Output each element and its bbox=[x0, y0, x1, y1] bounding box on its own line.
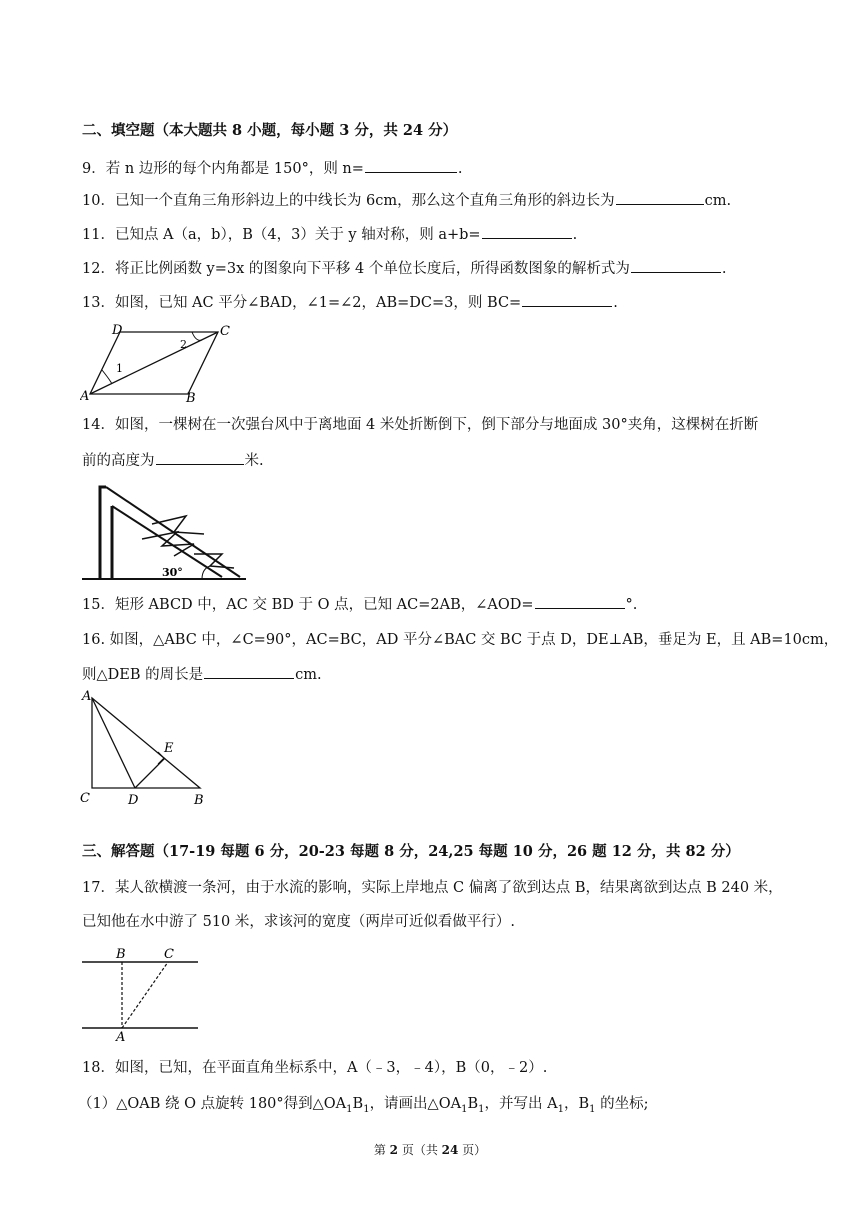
label-c: C bbox=[164, 947, 174, 962]
footer-post: 页） bbox=[458, 1143, 487, 1157]
page-total: 24 bbox=[441, 1143, 459, 1157]
diagonal-ac bbox=[90, 332, 218, 394]
question-16-line2 bbox=[82, 664, 322, 685]
q14-tree-figure bbox=[82, 484, 248, 584]
subscript-1: 1 bbox=[589, 1103, 596, 1115]
page-footer bbox=[0, 1141, 860, 1158]
subscript-1: 1 bbox=[478, 1103, 485, 1115]
branch-zigzag-1 bbox=[142, 532, 194, 556]
question-15 bbox=[82, 594, 637, 615]
section-3-heading: 三、解答题（17-19 每题 6 分，20-23 每题 8 分，24,25 每题 10 分，26 题 12 分，共 82 分） bbox=[82, 843, 740, 860]
fallen-part-top bbox=[106, 487, 240, 577]
segment-ad bbox=[92, 698, 135, 788]
angle-1-arc bbox=[102, 370, 112, 384]
q9-text: 9．若 n 边形的每个内角都是 150°，则 n= bbox=[82, 161, 364, 177]
section-2-heading: 二、填空题（本大题共 8 小题，每小题 3 分，共 24 分） bbox=[82, 122, 458, 139]
question-14-line2 bbox=[82, 450, 264, 471]
question-13 bbox=[82, 292, 618, 313]
label-c: C bbox=[220, 324, 230, 339]
label-a: A bbox=[82, 689, 92, 704]
footer-pre: 第 bbox=[373, 1143, 390, 1157]
subscript-1: 1 bbox=[363, 1103, 370, 1115]
question-17-line2: 已知他在水中游了 510 米，求该河的宽度（两岸可近似看做平行）. bbox=[82, 914, 516, 930]
q16-end: cm. bbox=[295, 667, 322, 683]
label-e: E bbox=[164, 741, 174, 756]
q15-end: °. bbox=[625, 597, 638, 613]
question-9 bbox=[82, 158, 463, 179]
q15-text: 15．矩形 ABCD 中，AC 交 BD 于 O 点，已知 AC=2AB，∠AOD= bbox=[82, 597, 534, 613]
label-b: B bbox=[116, 947, 126, 962]
q11-end: . bbox=[572, 227, 578, 243]
q18-part1-text-g: 的坐标; bbox=[595, 1096, 649, 1112]
subscript-1: 1 bbox=[346, 1103, 353, 1115]
label-angle-30: 30° bbox=[162, 566, 183, 579]
q16-text: 则△DEB 的周长是 bbox=[82, 667, 204, 683]
q18-part1-text-b: B bbox=[352, 1096, 364, 1112]
q15-answer-blank[interactable] bbox=[535, 594, 625, 609]
branch-zigzag-3 bbox=[194, 554, 234, 568]
q11-text: 11．已知点 A（a，b），B（4，3）关于 y 轴对称，则 a+b= bbox=[82, 227, 481, 243]
footer-mid: 页（共 bbox=[398, 1143, 442, 1157]
question-18-line1: 18．如图，已知，在平面直角坐标系中，A（﹣3，﹣4），B（0，﹣2）. bbox=[82, 1060, 548, 1076]
subscript-1: 1 bbox=[461, 1103, 468, 1115]
q13-parallelogram-figure bbox=[80, 322, 240, 404]
subscript-1: 1 bbox=[557, 1103, 564, 1115]
triangle-abc bbox=[92, 698, 200, 788]
q18-part1-text-a: （1）△OAB 绕 O 点旋转 180°得到△OA bbox=[78, 1096, 347, 1112]
label-b: B bbox=[186, 391, 196, 404]
q13-text: 13．如图，已知 AC 平分∠BAD，∠1=∠2，AB=DC=3，则 BC= bbox=[82, 295, 522, 311]
q12-end: . bbox=[721, 261, 727, 277]
tree-trunk-outer bbox=[100, 487, 106, 579]
label-d: D bbox=[112, 323, 123, 338]
q9-answer-blank[interactable] bbox=[365, 158, 457, 173]
q10-end: cm. bbox=[704, 193, 732, 209]
question-17-line1: 17．某人欲横渡一条河，由于水流的影响，实际上岸地点 C 偏离了欲到达点 B，结果离欲到达点 B 240 米， bbox=[82, 880, 783, 896]
q18-part1-text-c: ，请画出△OA bbox=[369, 1096, 462, 1112]
question-18-part1 bbox=[78, 1094, 648, 1120]
q17-river-figure bbox=[82, 944, 200, 1042]
segment-de bbox=[135, 758, 165, 788]
q18-part1-text-e: ，并写出 A bbox=[484, 1096, 558, 1112]
question-16-line1: 16. 如图，△ABC 中，∠C=90°，AC=BC，AD 平分∠BAC 交 BC 于点 D，DE⊥AB，垂足为 E，且 AB=10cm， bbox=[82, 632, 839, 648]
q14-answer-blank[interactable] bbox=[156, 450, 244, 465]
q18-part1-text-f: ，B bbox=[563, 1096, 590, 1112]
q10-text: 10．已知一个直角三角形斜边上的中线长为 6cm，那么这个直角三角形的斜边长为 bbox=[82, 193, 615, 209]
q13-answer-blank[interactable] bbox=[522, 292, 612, 307]
label-angle-1: 1 bbox=[116, 362, 123, 375]
question-10 bbox=[82, 190, 731, 211]
page-number: 2 bbox=[389, 1143, 398, 1157]
label-c: C bbox=[80, 791, 90, 806]
q16-triangle-figure bbox=[78, 688, 212, 806]
q18-part1-text-d: B bbox=[467, 1096, 479, 1112]
label-a: A bbox=[80, 389, 90, 404]
question-12 bbox=[82, 258, 726, 279]
q12-text: 12．将正比例函数 y=3x 的图象向下平移 4 个单位长度后，所得函数图象的解析式为 bbox=[82, 261, 630, 277]
q14-end: 米. bbox=[244, 453, 264, 469]
question-11 bbox=[82, 224, 577, 245]
q9-end: . bbox=[457, 161, 463, 177]
label-b: B bbox=[194, 793, 204, 806]
q13-end: . bbox=[613, 295, 618, 311]
q11-answer-blank[interactable] bbox=[482, 224, 572, 239]
q12-answer-blank[interactable] bbox=[631, 258, 721, 273]
question-14-line1: 14．如图，一棵树在一次强台风中于离地面 4 米处折断倒下，倒下部分与地面成 30°夹角，这棵树在折断 bbox=[82, 417, 759, 433]
label-d: D bbox=[128, 793, 139, 806]
q16-answer-blank[interactable] bbox=[204, 664, 294, 679]
label-angle-2: 2 bbox=[180, 338, 187, 351]
dashed-ac bbox=[122, 962, 168, 1028]
q14-text: 前的高度为 bbox=[82, 453, 155, 469]
angle-2-arc bbox=[192, 332, 202, 340]
label-a: A bbox=[116, 1030, 126, 1042]
q10-answer-blank[interactable] bbox=[616, 190, 704, 205]
